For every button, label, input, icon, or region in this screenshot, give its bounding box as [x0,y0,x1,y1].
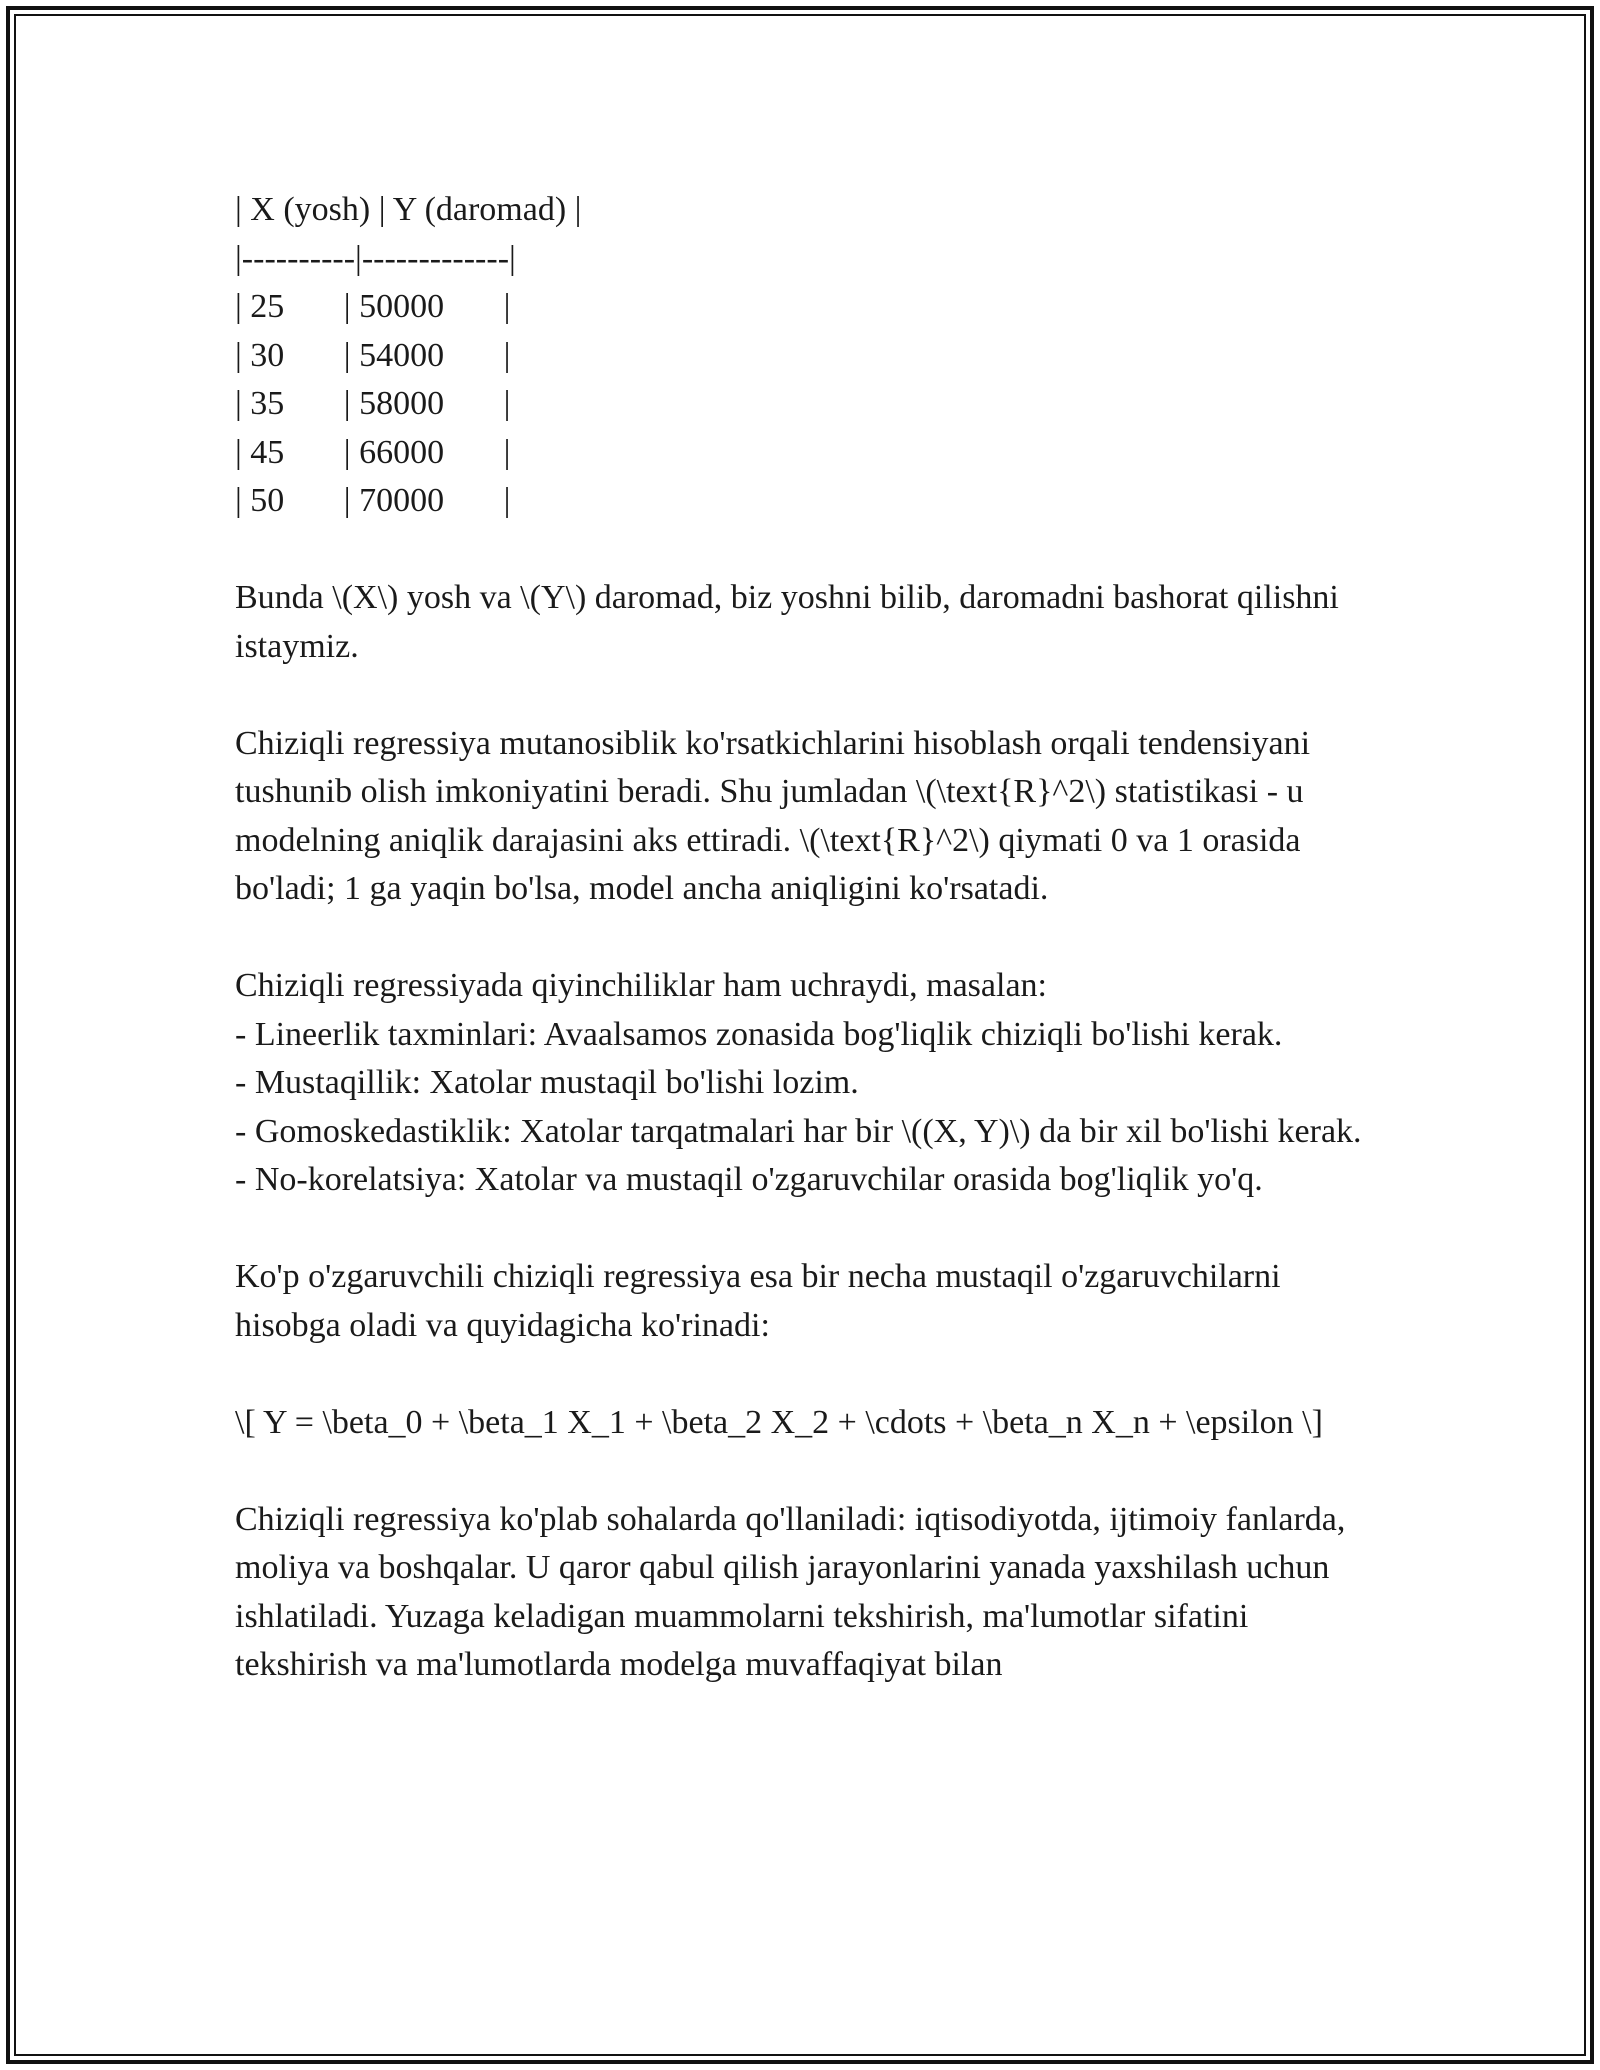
list-item: - Mustaqillik: Xatolar mustaqil bo'lishi lozim. [235,1064,859,1101]
table-row: | 25 | 50000 | [235,288,511,325]
table-row: | 45 | 66000 | [235,433,511,471]
list-item: - Gomoskedastiklik: Xatolar tarqatmalari har bir \((X, Y)\) da bir xil bo'lishi kerak. [235,1112,1362,1150]
spacer [235,1205,1370,1254]
spacer [235,914,1370,963]
list-item: - No-korelatsiya: Xatolar va mustaqil o'zgaruvchilar orasida bog'liqlik yo'q. [235,1161,1263,1198]
table-row: | 35 | 58000 | [235,385,511,422]
paragraph-variables: Bunda \(X\) yosh va \(Y\) daromad, biz yoshni bilib, daromadni bashorat qilishni istaymiz. [235,579,1339,665]
list-item: - Lineerlik taxminlari: Avaalsamos zonasida bog'liqlik chiziqli bo'lishi kerak. [235,1015,1283,1053]
paragraph-multiple-regression: Ko'p o'zgaruvchili chiziqli regressiya esa bir necha mustaqil o'zgaruvchilarni hisobga oladi va quyidagicha ko'rinadi: [235,1258,1281,1344]
table-row: | 50 | 70000 | [235,482,511,519]
spacer [235,1350,1370,1399]
spacer [235,671,1370,720]
spacer [235,1447,1370,1496]
challenges-intro: Chiziqli regressiyada qiyinchiliklar ham uchraydi, masalan: [235,967,1047,1004]
paragraph-applications: Chiziqli regressiya ko'plab sohalarda qo'llaniladi: iqtisodiyotda, ijtimoiy fanlarda, moliya va boshqalar. U qaror qabul qilish jarayonlarini yanada yaxshilash uchun ishlatiladi. Yuzaga keladigan muammolarni tekshirish, ma'lumotlar sifatini tekshirish va ma'lumotlarda modelga muvaffaqiyat bilan [235,1500,1346,1683]
table-row: | 30 | 54000 | [235,336,511,374]
formula: \[ Y = \beta_0 + \beta_1 X_1 + \beta_2 X_2 + \cdots + \beta_n X_n + \epsilon \] [235,1403,1323,1441]
data-table [235,186,1370,526]
table-header-row: | X (yosh) | Y (daromad) | [235,191,582,228]
challenges-section [235,962,1370,1205]
table-separator-row: |----------|-------------| [235,239,516,277]
document-body [235,186,1370,1690]
paragraph-r-squared: Chiziqli regressiya mutanosiblik ko'rsatkichlarini hisoblash orqali tendensiyani tushunib olish imkoniyatini beradi. Shu jumladan \(\text{R}^2\) statistikasi - u modelning aniqlik darajasini aks ettiradi. \(\text{R}^2\) qiymati 0 va 1 orasida bo'ladi; 1 ga yaqin bo'lsa, model ancha aniqligini ko'rsatadi. [235,724,1311,907]
spacer [235,526,1370,575]
